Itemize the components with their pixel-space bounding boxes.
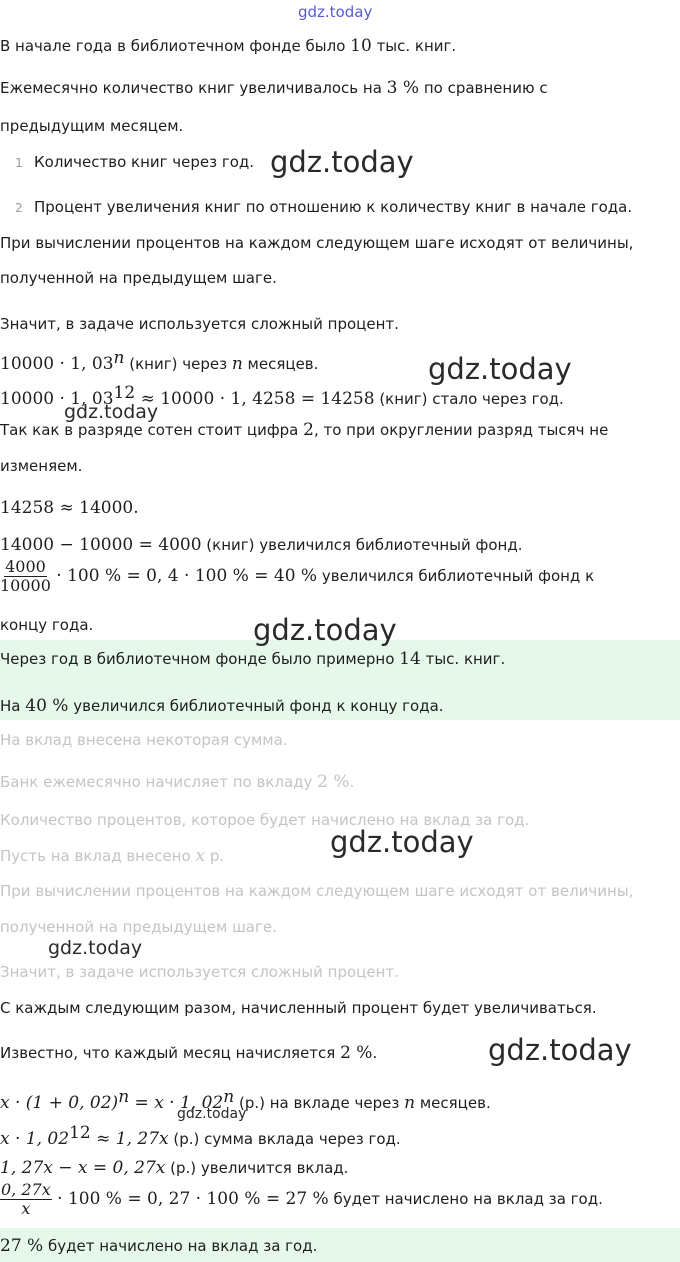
question-deposit: Количество процентов, которое будет начислено на вклад за год. [0,811,530,829]
approx-formula: 14258 ≈ 14000. [0,498,139,518]
increase-note: С каждым следующим разом, начисленный процент будет увеличиваться. [0,999,597,1017]
compound-note: Значит, в задаче используется сложный процент. [0,963,399,981]
let-x: Пусть на вклад внесено x р. [0,846,225,866]
difference-formula: 14000 − 10000 = 4000 (книг) увеличился библиотечный фонд. [0,535,523,555]
answer-2: На 40 % увеличился библиотечный фонд к концу года. [0,696,444,716]
watermark: gdz.today [428,352,572,386]
watermark: gdz.today [64,401,159,423]
watermark: gdz.today [270,145,414,179]
watermark: gdz.today [298,3,373,21]
watermark: gdz.today [253,613,397,647]
compound-note: Значит, в задаче используется сложный процент. [0,315,399,333]
given-rate: Банк ежемесячно начисляет по вкладу 2 %. [0,772,355,792]
question-1: 1 Количество книг через год. [0,153,254,171]
question-2: 2 Процент увеличения книг по отношению к количеству книг в начале года. [0,198,632,216]
formula-year: 10000 · 1, $03^{12} \approx 10000 \cdot 1$, 4258 = 14258 (книг) стало через год. [0,383,564,409]
deposit-percent-formula: $\frac{0, 27x}{x}$ · 100 % = 0, 27 · 100 % = 27 % будет начислено на вклад за год. [1,1180,603,1218]
note-text: При вычислении процентов на каждом следующем шаге исходят от величины, [0,882,634,900]
given-growth: Ежемесячно количество книг увеличивалось на 3 % по сравнению с [0,78,548,98]
deposit-increase: 1, 27x − x = 0, 27x (р.) увеличится вклад. [0,1158,349,1178]
percent-formula-cont: концу года. [0,616,94,634]
percent-formula: $\frac{4000}{10000}$ · 100 % = 0, 4 · 100 % = 40 % увеличился библиотечный фонд к [0,557,595,595]
question-number: 2 [15,201,23,215]
deposit-formula-year: x · 1, $02^{12} \approx 1$, 27x (р.) сумма вклада через год. [0,1123,401,1149]
deposit-formula-n: x · (1 + 0, 02)$^n$ = x · 1, 02$^n$ (р.) на вкладе через n месяцев. [0,1087,491,1113]
given-deposit: На вклад внесена некоторая сумма. [0,731,288,749]
note-text-cont: полученной на предыдущем шаге. [0,918,277,936]
note-text: При вычислении процентов на каждом следующем шаге исходят от величины, [0,234,634,252]
given-books: В начале года в библиотечном фонде было 10 тыс. книг. [0,36,457,56]
watermark: gdz.today [177,1106,247,1122]
fraction: $\frac{4000}{10000}$ [0,557,51,595]
answer-1: Через год в библиотечном фонде было примерно 14 тыс. книг. [0,649,506,669]
rounding-text-cont: изменяем. [0,457,83,475]
watermark: gdz.today [488,1033,632,1067]
question-number: 1 [15,156,23,170]
known-rate: Известно, что каждый месяц начисляется 2 %. [0,1043,378,1063]
fraction: $\frac{0, 27x}{x}$ [1,1180,51,1218]
given-growth-cont: предыдущим месяцем. [0,117,184,135]
watermark: gdz.today [330,825,474,859]
formula-n-months: 10000 · 1, 03$^n$ (книг) через n месяцев. [0,348,319,374]
rounding-text: Так как в разряде сотен стоит цифра 2, то при округлении разряд тысяч не [0,420,609,440]
note-text-cont: полученной на предыдущем шаге. [0,269,277,287]
answer-deposit: 27 % будет начислено на вклад за год. [0,1236,318,1256]
watermark: gdz.today [48,937,143,959]
